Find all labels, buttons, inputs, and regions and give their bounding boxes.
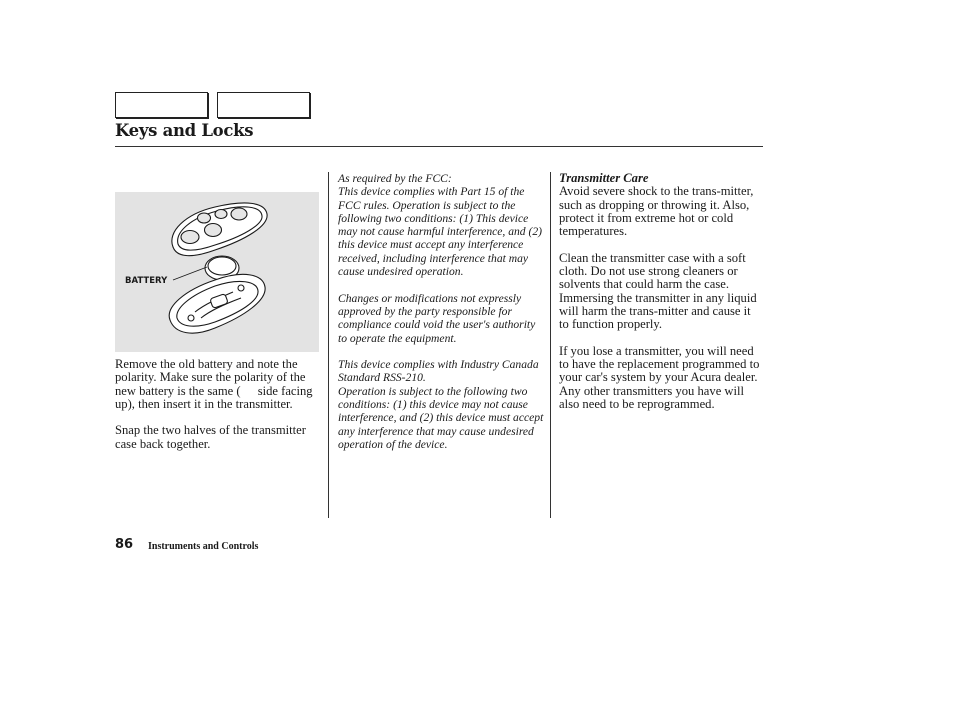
battery-illustration [115,192,319,352]
snap-case-paragraph: Snap the two halves of the transmitter case back together. [115,423,306,451]
canada-paragraph: This device complies with Industry Canada Standard RSS-210. Operation is subject to the following two conditions: (1) this device may not cause interference, and (2) this device must accept any interference that may cause undesired operation of the device. [338,358,544,451]
page-number: 86 [115,537,134,552]
fcc-paragraph: As required by the FCC: This device complies with Part 15 of the FCC rules. Operation is subject to the following two conditions: (1) This device may not cause harmful interference, and (2) this device must accept any interference received, including interference that may cause undesired operation. [338,172,543,279]
battery-label: BATTERY [125,276,168,286]
fcc-notice [338,172,544,465]
changes-paragraph: Changes or modifications not expressly approved by the party responsible for compliance could void the user's authority to operate the equipment. [338,291,536,345]
title-divider [115,146,763,147]
care-paragraph-1: Transmitter Care Avoid severe shock to the trans-mitter, such as dropping or throwing it. Also, protect it from extreme hot or cold temperatures. [559,172,763,238]
transmitter-care-heading: Transmitter Care [559,171,649,185]
transmitter-top-half [172,203,267,256]
page-title: Keys and Locks [115,121,254,140]
column-divider-2 [550,172,551,518]
care-paragraph-3: If you lose a transmitter, you will need to have the replacement programmed to your car's system by your Acura dealer. Any other transmitters you have will also need to be reprogrammed. [559,343,760,412]
transmitter-bottom-half [169,274,265,333]
transmitter-care [559,172,763,425]
battery-instructions [115,358,319,464]
replace-battery-paragraph: Remove the old battery and note the polarity. Make sure the polarity of the new battery is the same ( side facing up), then insert it in the transmitter. [115,357,313,411]
column-divider-1 [328,172,329,518]
nav-box-right[interactable] [217,92,310,118]
care-paragraph-2: Clean the transmitter case with a soft cloth. Do not use strong cleaners or solvents that could harm the case. Immersing the transmitter in any liquid will harm the trans-mitter and cause it to function properly. [559,250,757,332]
footer-section-name: Instruments and Controls [148,541,259,552]
nav-box-left[interactable] [115,92,208,118]
transmitter-battery-drawing [115,192,319,352]
battery-label-leader [173,267,207,280]
